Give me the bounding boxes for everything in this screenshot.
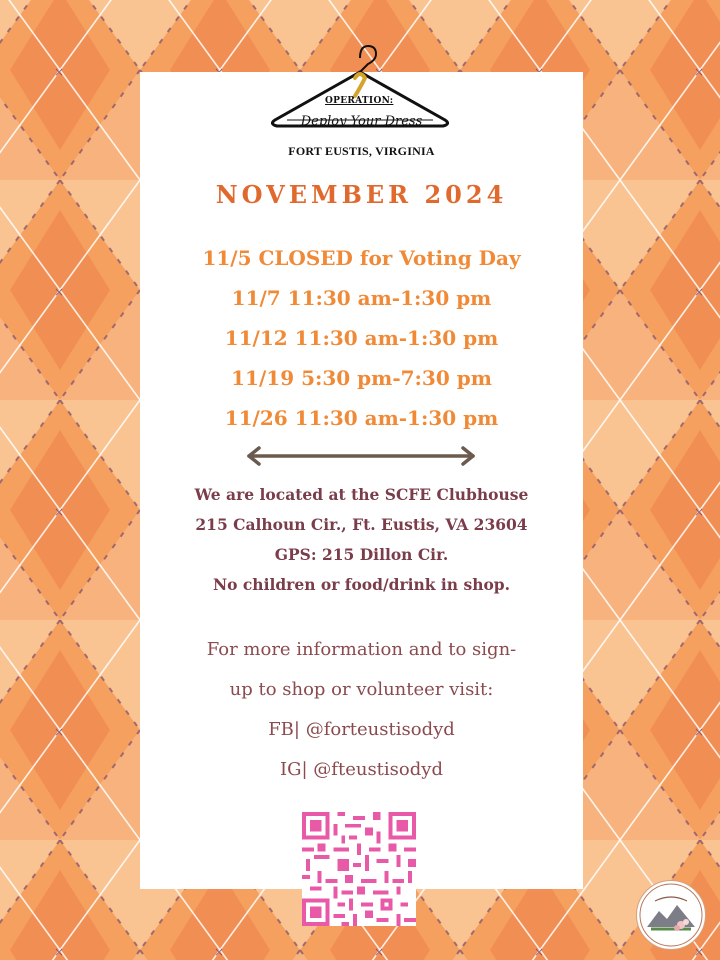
qr-code[interactable] [302,812,416,926]
info-line: For more information and to sign- [206,639,517,660]
logo-location: FORT EUSTIS, VIRGINIA [288,144,435,158]
schedule-item: 11/12 11:30 am-1:30 pm [224,326,499,350]
facebook-handle[interactable]: FB| @forteustisodyd [268,719,455,740]
month-heading: NOVEMBER 2024 [215,180,508,209]
location-block [140,480,583,600]
double-arrow-icon [243,446,479,466]
schedule-item: 11/26 11:30 am-1:30 pm [224,406,499,430]
schedule-list [140,238,583,438]
seal-icon [637,881,705,949]
location-line: GPS: 215 Dillon Cir. [274,545,449,564]
schedule-item: 11/19 5:30 pm-7:30 pm [231,366,492,390]
logo-tagline: Deploy Your Dress [300,114,423,129]
flyer-card [140,72,583,889]
info-line: up to shop or volunteer visit: [229,679,494,700]
schedule-item: 11/5 CLOSED for Voting Day [202,246,521,270]
info-block [140,630,583,790]
location-line: 215 Calhoun Cir., Ft. Eustis, VA 23604 [195,515,528,534]
logo [140,72,583,172]
instagram-handle[interactable]: IG| @fteustisodyd [280,759,443,780]
logo-operation: OPERATION: [325,96,394,106]
spouses-club-seal [636,880,706,950]
schedule-item: 11/7 11:30 am-1:30 pm [231,286,492,310]
location-line: No children or food/drink in shop. [212,575,511,594]
location-line: We are located at the SCFE Clubhouse [194,485,529,504]
